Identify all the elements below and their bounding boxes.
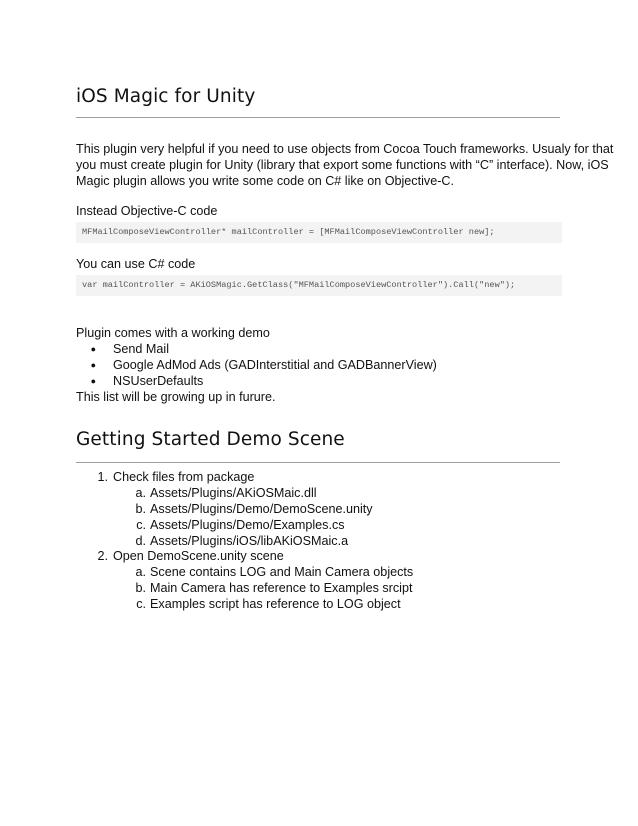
list-letter: c.	[136, 518, 146, 532]
intro-line: you must create plugin for Unity (library that export some functions with “C” interface). Now, iOS	[76, 158, 609, 172]
list-item-text: Assets/Plugins/iOS/libAKiOSMaic.a	[150, 534, 349, 548]
list-item-text: Examples script has reference to LOG object	[150, 597, 401, 611]
list-letter: b.	[135, 581, 146, 595]
list-letter: a.	[135, 486, 146, 500]
list-number: 2.	[97, 549, 108, 563]
bullet-icon: ●	[90, 376, 96, 386]
list-item-text: Scene contains LOG and Main Camera objects	[150, 565, 414, 579]
csharp-label: You can use C# code	[76, 257, 196, 271]
list-item-text: Main Camera has reference to Examples srcipt	[150, 581, 413, 595]
list-letter: d.	[135, 534, 146, 548]
heading-rule	[76, 462, 560, 463]
list-letter: a.	[135, 565, 146, 579]
list-item-text: NSUserDefaults	[113, 374, 204, 388]
list-item-text: Assets/Plugins/AKiOSMaic.dll	[150, 486, 317, 500]
list-item-text: Google AdMod Ads (GADInterstitial and GADBannerView)	[113, 358, 437, 372]
list-letter: c.	[136, 597, 146, 611]
list-number: 1.	[97, 470, 108, 484]
section-heading-ios-magic: iOS Magic for Unity	[76, 86, 256, 107]
bullet-icon: ●	[90, 360, 96, 370]
demo-intro: Plugin comes with a working demo	[76, 326, 270, 340]
intro-paragraph	[76, 141, 614, 189]
csharp-code-block: var mailController = AKiOSMagic.GetClass("MFMailComposeViewController").Call("new");	[76, 275, 562, 296]
list-item-text: Assets/Plugins/Demo/DemoScene.unity	[150, 502, 373, 516]
objc-code-block: MFMailComposeViewController* mailController = [MFMailComposeViewController new];	[76, 222, 562, 243]
heading-rule	[76, 117, 560, 118]
objc-label: Instead Objective-C code	[76, 204, 218, 218]
intro-line: This plugin very helpful if you need to use objects from Cocoa Touch frameworks. Usualy for that	[76, 142, 614, 156]
section-heading-getting-started: Getting Started Demo Scene	[76, 429, 345, 450]
intro-line: Magic plugin allows you write some code on C# like on Objective-C.	[76, 174, 454, 188]
list-letter: b.	[135, 502, 146, 516]
list-item-text: Send Mail	[113, 342, 170, 356]
list-item-text: Open DemoScene.unity scene	[113, 549, 284, 563]
list-item-text: Assets/Plugins/Demo/Examples.cs	[150, 518, 345, 532]
list-item-text: Check files from package	[113, 470, 255, 484]
bullet-icon: ●	[90, 344, 96, 354]
demo-outro: This list will be growing up in furure.	[76, 390, 276, 404]
